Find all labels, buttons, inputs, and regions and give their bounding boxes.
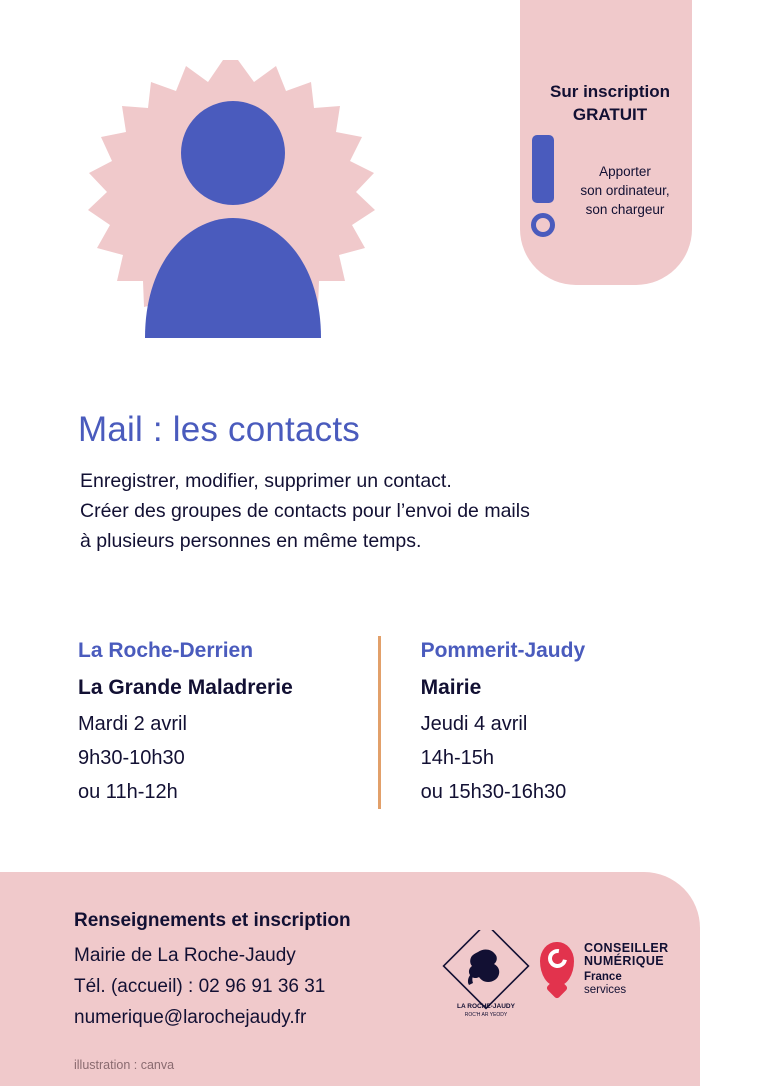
session-time-2: ou 15h30-16h30 [420,781,567,803]
session-item [78,636,378,809]
lion-emblem [468,950,499,985]
conseiller-numerique-logo [540,940,680,1000]
person-avatar-icon [88,58,388,388]
footer-title: Renseignements et inscription [74,910,351,931]
svg-text:LA ROCHE-JAUDY: LA ROCHE-JAUDY [457,1003,515,1010]
bring-items-note [555,162,695,219]
description-line-1: Enregistrer, modifier, supprimer un contact. [80,470,452,492]
note-line1: Apporter [599,164,651,179]
session-time-2: ou 11h-12h [78,781,178,803]
description-line-3: à plusieurs personnes en même temps. [80,530,422,552]
session-date: Jeudi 4 avril [420,713,528,735]
cn-logo-text [584,942,669,997]
sessions-list [78,636,698,809]
registration-banner-title [520,80,700,126]
cn-line-2: NUMÉRIQUE [584,954,664,968]
banner-title-line1: Sur inscription [550,82,670,101]
session-item [378,636,698,809]
description [80,466,700,556]
footer-phone: Tél. (accueil) : 02 96 91 36 31 [74,976,326,997]
session-date: Mardi 2 avril [78,713,187,735]
note-line2: son ordinateur, [580,183,670,198]
session-venue: Mairie [420,676,482,699]
page-title: Mail : les contacts [78,410,360,449]
session-place: La Roche-Derrien [78,639,254,662]
exclamation-bar [532,135,554,203]
exclamation-dot [531,213,555,237]
footer-organisation: Mairie de La Roche-Jaudy [74,945,296,966]
town-crest-logo [440,930,532,1022]
session-place: Pommerit-Jaudy [420,639,586,662]
svg-text:ROC'H AR YEODY: ROC'H AR YEODY [464,1012,508,1018]
footer-email[interactable]: numerique@larochejaudy.fr [74,1007,307,1028]
footer-contact-block [74,940,474,1033]
cn-line-4: services [584,984,627,996]
illustration-credit: illustration : canva [74,1058,175,1072]
session-venue: La Grande Maladrerie [78,676,293,699]
session-time-1: 9h30-10h30 [78,747,185,769]
cn-line-3: France [584,971,622,983]
banner-title-line2: GRATUIT [572,105,648,124]
session-time-1: 14h-15h [420,747,494,769]
cn-line-1: CONSEILLER [584,941,669,955]
note-line3: son chargeur [585,202,665,217]
description-line-2: Créer des groupes de contacts pour l’envoi de mails [80,500,530,522]
